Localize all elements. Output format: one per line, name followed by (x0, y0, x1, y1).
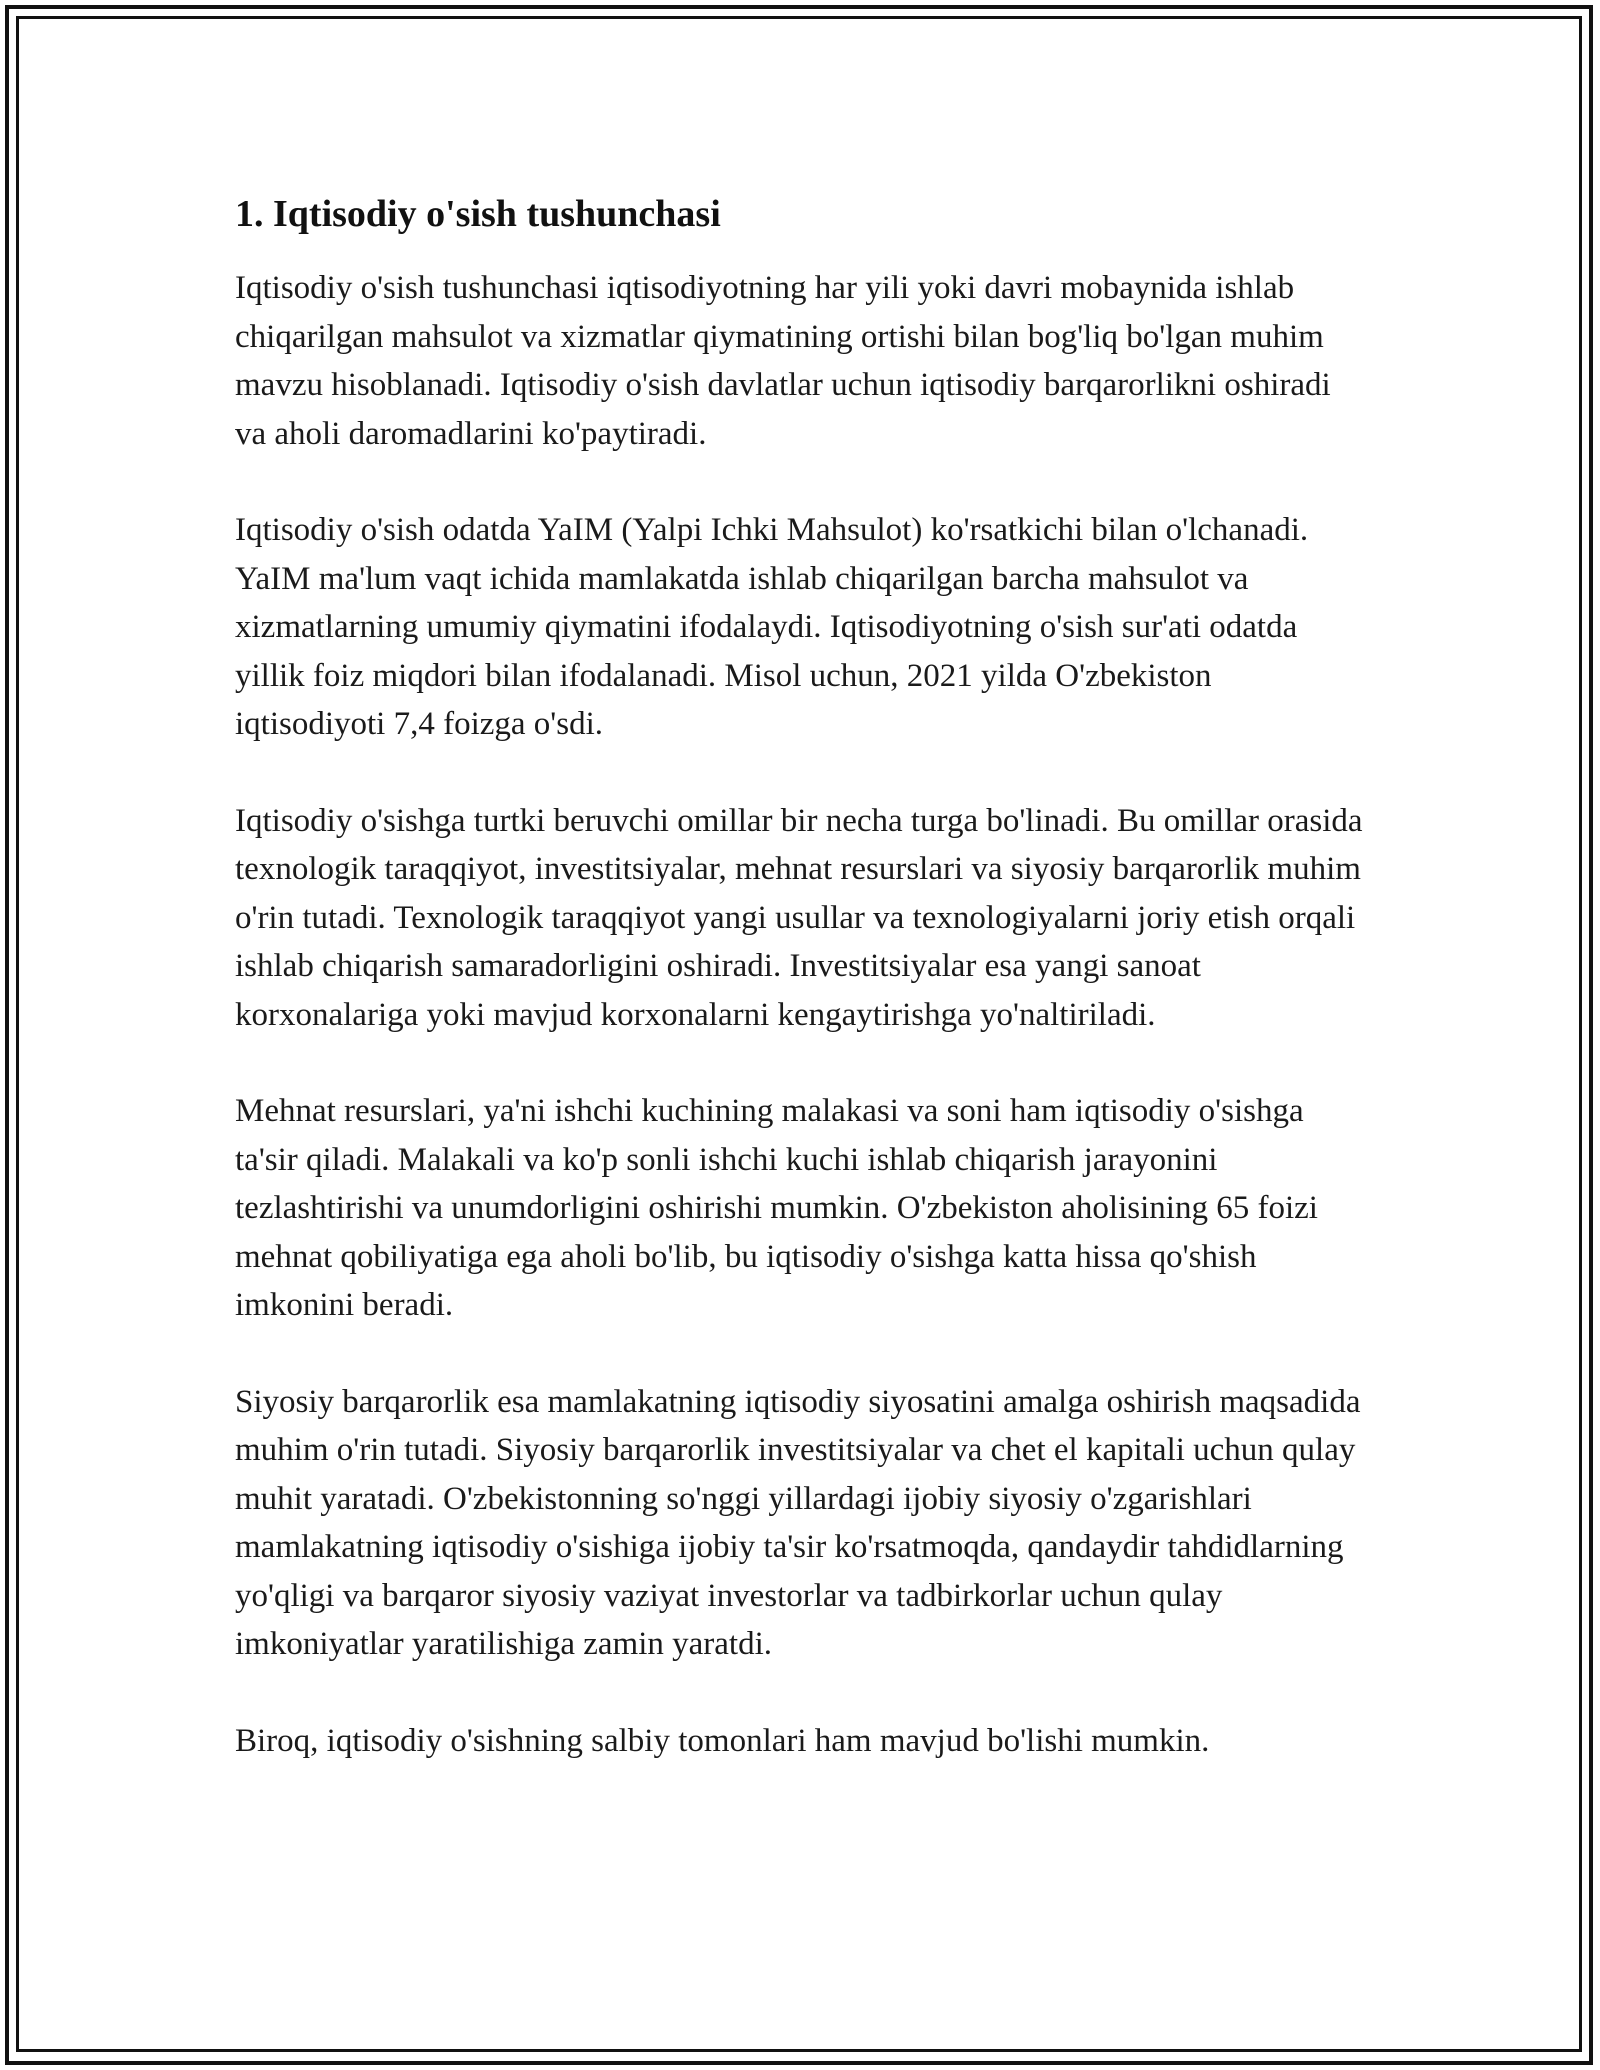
paragraph-4: Mehnat resurslari, ya'ni ishchi kuchining malakasi va soni ham iqtisodiy o'sishga ta'sir qiladi. Malakali va ko'p sonli ishchi kuchi ishlab chiqarish jarayonini tezlashtirishi va unumdorligini oshirishi mumkin. O'zbekiston aholisining 65 foizi mehnat qobiliyatiga ega aholi bo'lib, bu iqtisodiy o'sishga katta hissa qo'shish imkonini beradi. (235, 1093, 1318, 1323)
paragraph-2: Iqtisodiy o'sish odatda YaIM (Yalpi Ichki Mahsulot) ko'rsatkichi bilan o'lchanadi. YaIM ma'lum vaqt ichida mamlakatda ishlab chiqarilgan barcha mahsulot va xizmatlarning umumiy qiymatini ifodalaydi. Iqtisodiyotning o'sish sur'ati odatda yillik foiz miqdori bilan ifodalanadi. Misol uchun, 2021 yilda O'zbekiston iqtisodiyoti 7,4 foizga o'sdi. (235, 512, 1309, 742)
paragraph-5: Siyosiy barqarorlik esa mamlakatning iqtisodiy siyosatini amalga oshirish maqsadida muhim o'rin tutadi. Siyosiy barqarorlik investitsiyalar va chet el kapitali uchun qulay muhit yaratadi. O'zbekistonning so'nggi yillardagi ijobiy siyosiy o'zgarishlari mamlakatning iqtisodiy o'sishiga ijobiy ta'sir ko'rsatmoqda, qandaydir tahdidlarning yo'qligi va barqaror siyosiy vaziyat investorlar va tadbirkorlar uchun qulay imkoniyatlar yaratilishiga zamin yaratdi. (235, 1383, 1361, 1662)
paragraph-6: Biroq, iqtisodiy o'sishning salbiy tomonlari ham mavjud bo'lishi mumkin. (235, 1722, 1210, 1759)
paragraph-3: Iqtisodiy o'sishga turtki beruvchi omillar bir necha turga bo'linadi. Bu omillar orasida texnologik taraqqiyot, investitsiyalar, mehnat resurslari va siyosiy barqarorlik muhim o'rin tutadi. Texnologik taraqqiyot yangi usullar va texnologiyalarni joriy etish orqali ishlab chiqarish samaradorligini oshiradi. Investitsiyalar esa yangi sanoat korxonalariga yoki mavjud korxonalarni kengaytirishga yo'naltiriladi. (235, 802, 1363, 1033)
paragraph-1: Iqtisodiy o'sish tushunchasi iqtisodiyotning har yili yoki davri mobaynida ishlab chiqarilgan mahsulot va xizmatlar qiymatining ortishi bilan bog'liq bo'lgan muhim mavzu hisoblanadi. Iqtisodiy o'sish davlatlar uchun iqtisodiy barqarorlikni oshiradi va aholi daromadlarini ko'paytiradi. (235, 270, 1331, 452)
section-title: 1. Iqtisodiy o'sish tushunchasi (235, 193, 721, 235)
document-body (235, 186, 1365, 1813)
